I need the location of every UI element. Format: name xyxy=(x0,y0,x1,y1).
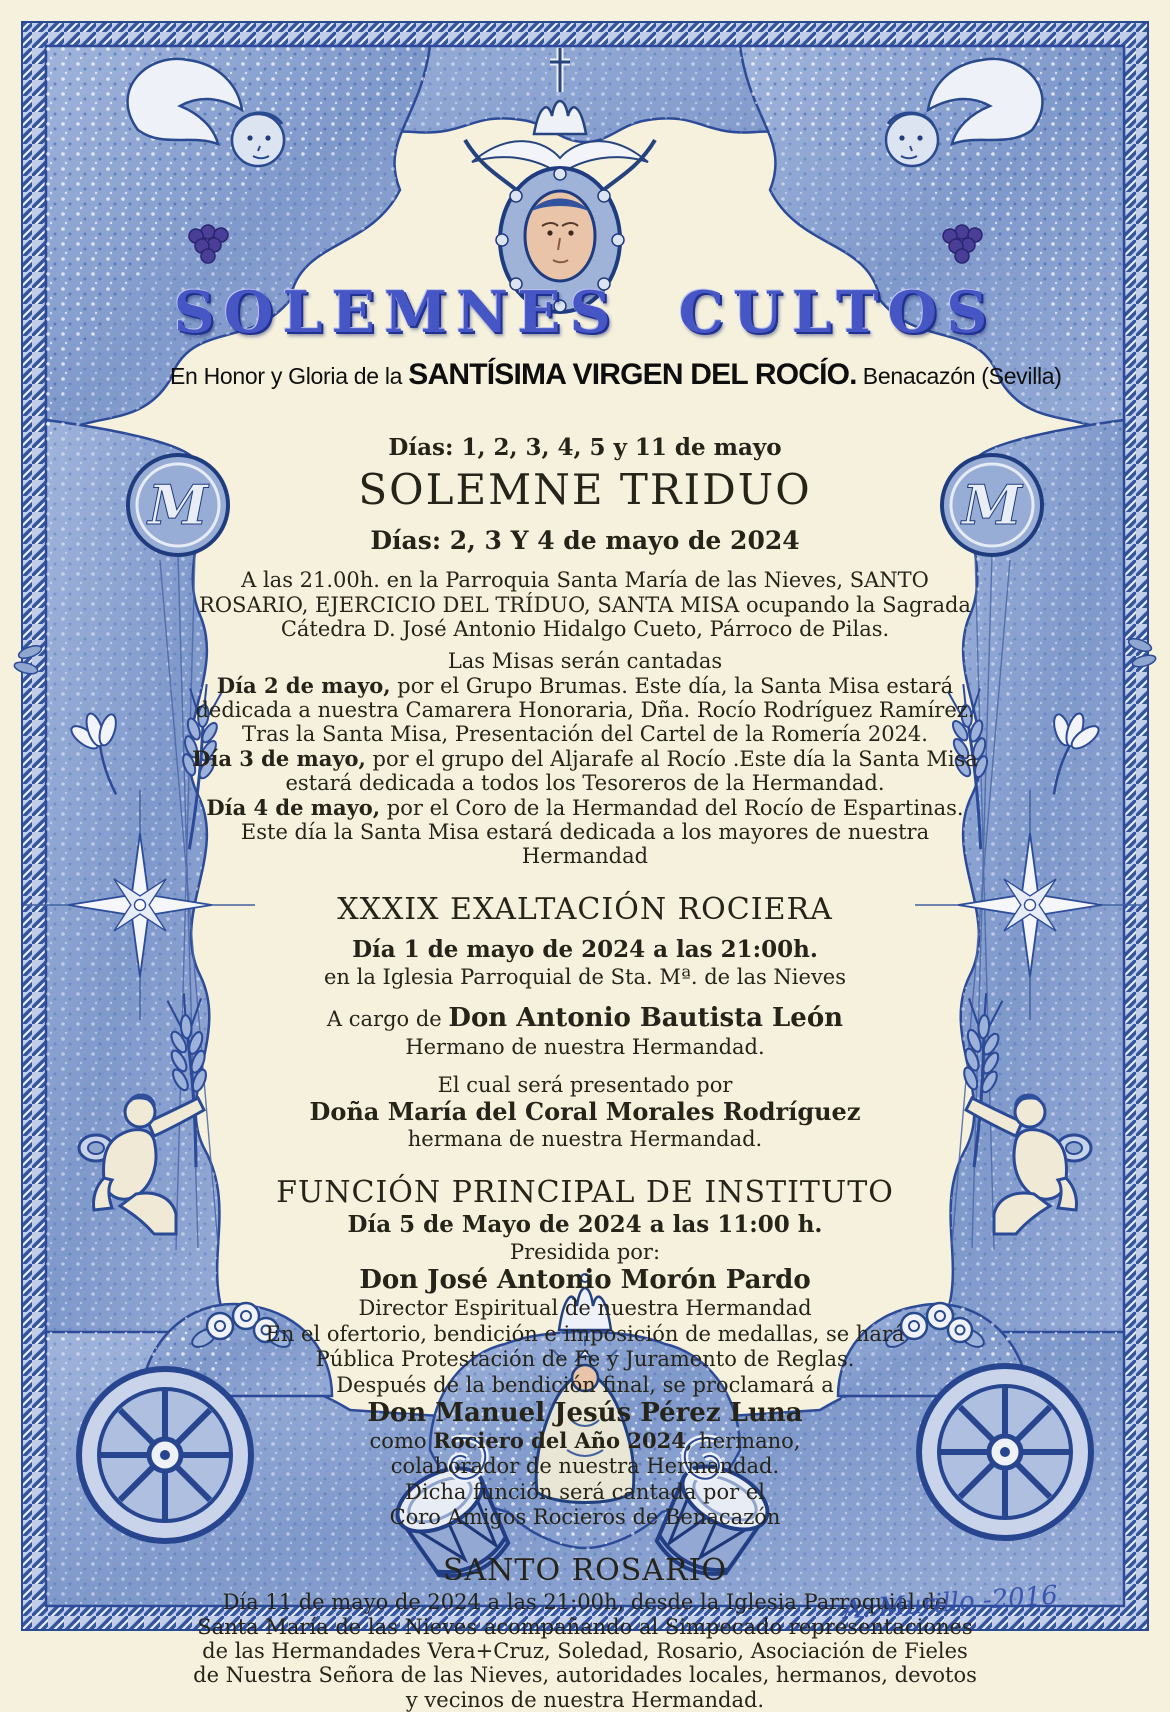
masses-intro: Las Misas serán cantadas xyxy=(447,649,723,674)
triduo-intro: A las 21.00h. en la Parroquia Santa María de las Nieves, SANTO ROSARIO, EJERCICIO DEL TRÍDUO, SANTA MISA ocupando la Sagrada Cátedra D. José Antonio Hidalgo Cueto, Párroco de Pilas. xyxy=(199,568,971,642)
day3-text: por el grupo del Aljarafe al Rocío .Este día la Santa Misa estará dedicada a todos los Tesoreros de la Hermandad. xyxy=(285,746,978,796)
funcion-line3: Después de la bendición final, se proclamará a xyxy=(336,1372,834,1397)
rosario-heading: SANTO ROSARIO xyxy=(442,1552,728,1588)
cargo-prefix: A cargo de xyxy=(326,1007,449,1032)
day4-label: Día 4 de mayo, xyxy=(206,794,381,820)
proclaimed-line xyxy=(170,1429,1000,1453)
day2-text: por el Grupo Brumas. Este día, la Santa Misa estará dedicada a nuestra Camarera Honoraria, Dña. Rocío Rodríguez Ramírez. Tras la Santa Misa, Presentación del Cartel de la Romería 2024. xyxy=(195,673,975,747)
proclaimed-name: Don Manuel Jesús Pérez Luna xyxy=(367,1397,803,1428)
day4-text: por el Coro de la Hermandad del Rocío de Espartinas. Este día la Santa Misa estará dedicada a los mayores de nuestra Hermandad xyxy=(240,795,964,869)
exaltacion-heading: XXXIX EXALTACIÓN ROCIERA xyxy=(337,891,833,927)
subtitle-suffix: Benacazón (Sevilla) xyxy=(856,363,1062,390)
funcion-heading: FUNCIÓN PRINCIPAL DE INSTITUTO xyxy=(276,1174,894,1210)
rosario-text: Día 11 de mayo de 2024 a las 21:00h, desde la Iglesia Parroquial de Santa María de las Nieves acompañando al Simpecado representaciones de las Hermandades Vera+Cruz, Soledad, Rosario, Asociación de Fieles de Nuestra Señora de las Nieves, autoridades locales, hermanos, devotos y vecinos de nuestra Hermandad. xyxy=(193,1590,977,1712)
poster-subtitle xyxy=(170,358,1062,393)
subtitle-strong: SANTÍSIMA VIRGEN DEL ROCÍO. xyxy=(408,358,857,392)
president-name: Don José Antonio Morón Pardo xyxy=(359,1265,811,1296)
funcion-line6: Coro Amigos Rocieros de Benacazón xyxy=(389,1505,781,1530)
day4-line xyxy=(190,796,980,869)
funcion-line4: colaborador de nuestra Hermandad. xyxy=(390,1454,780,1479)
poster-content xyxy=(170,279,1062,1712)
exaltacion-place: en la Iglesia Parroquial de Sta. Mª. de las Nieves xyxy=(323,965,847,990)
cargo-sub: Hermano de nuestra Hermandad. xyxy=(405,1034,765,1059)
president-sub: Director Espiritual de nuestra Hermandad xyxy=(358,1296,812,1321)
funcion-presided: Presidida por: xyxy=(509,1239,661,1264)
funcion-line1: En el ofertorio, bendición e imposición de medallas, se hará xyxy=(265,1321,905,1346)
artist-signature: A. Murillo -2016 xyxy=(842,1580,1059,1626)
proclaimed-prefix: como xyxy=(369,1429,434,1454)
funcion-line2: Pública Protestación de Fe y Juramento de Reglas. xyxy=(315,1347,855,1372)
exaltacion-cargo xyxy=(170,1003,1000,1033)
day3-line xyxy=(190,747,980,796)
triduo-heading: SOLEMNE TRIDUO xyxy=(358,464,812,514)
day3-label: Día 3 de mayo, xyxy=(192,745,366,771)
exaltacion-date: Día 1 de mayo de 2024 a las 21:00h. xyxy=(352,936,818,964)
presenter-name: Doña María del Coral Morales Rodríguez xyxy=(309,1097,861,1127)
subtitle-prefix: En Honor y Gloria de la xyxy=(170,363,409,390)
presenter-intro: El cual será presentado por xyxy=(437,1072,733,1097)
funcion-line5: Dicha función será cantada por el xyxy=(405,1479,765,1504)
triduo-days: Días: 2, 3 Y 4 de mayo de 2024 xyxy=(370,526,800,556)
cargo-name: Don Antonio Bautista León xyxy=(448,1003,844,1034)
presenter-sub: hermana de nuestra Hermandad. xyxy=(407,1127,763,1152)
proclaimed-suffix: , hermano, xyxy=(685,1429,801,1454)
proclaimed-title: Rociero del Año 2024 xyxy=(433,1428,686,1454)
poster-title: SOLEMNES CULTOS xyxy=(173,279,997,346)
funcion-date: Día 5 de Mayo de 2024 a las 11:00 h. xyxy=(347,1211,823,1239)
day2-label: Día 2 de mayo, xyxy=(216,672,391,698)
masses-block xyxy=(190,649,980,868)
all-days-line: Días: 1, 2, 3, 4, 5 y 11 de mayo xyxy=(388,433,782,461)
day2-line xyxy=(190,674,980,747)
